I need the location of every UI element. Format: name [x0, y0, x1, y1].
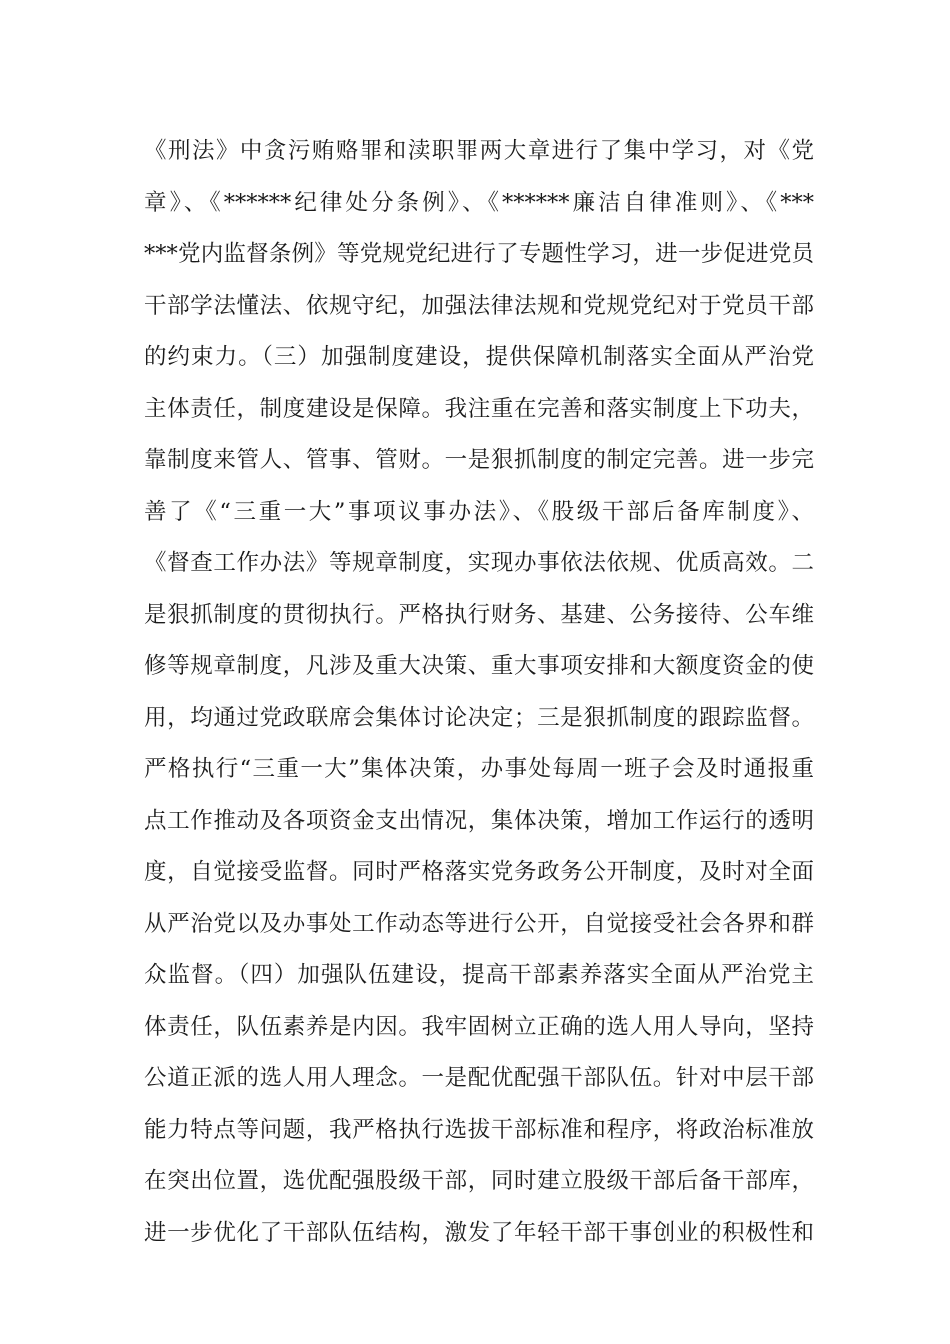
- text-line-21: 在突出位置，选优配强股级干部，同时建立股级干部后备干部库，: [144, 1168, 814, 1194]
- body-text: [144, 126, 814, 1259]
- text-line-12: 用，均通过党政联席会集体讨论决定；三是狠抓制度的跟踪监督。: [144, 704, 814, 731]
- text-line-22: 进一步优化了干部队伍结构，激发了年轻干部干事创业的积极性和: [144, 1219, 814, 1246]
- text-line-4: 干部学法懂法、依规守纪，加强法律法规和党规党纪对于党员干部: [144, 292, 814, 319]
- text-line-6: 主体责任，制度建设是保障。我注重在完善和落实制度上下功夫，: [144, 395, 814, 422]
- text-line-11: 修等规章制度，凡涉及重大决策、重大事项安排和大额度资金的使: [144, 653, 814, 679]
- text-line-8: 善了《“三重一大”事项议事办法》、《股级干部后备库制度》、: [144, 498, 814, 525]
- text-line-20: 能力特点等问题，我严格执行选拔干部标准和程序，将政治标准放: [144, 1116, 814, 1143]
- text-line-3: ***党内监督条例》等党规党纪进行了专题性学习，进一步促进党员: [144, 241, 814, 267]
- text-line-18: 体责任，队伍素养是内因。我牢固树立正确的选人用人导向，坚持: [144, 1013, 814, 1040]
- text-line-16: 从严治党以及办事处工作动态等进行公开，自觉接受社会各界和群: [144, 910, 814, 937]
- text-line-13: 严格执行“三重一大”集体决策，办事处每周一班子会及时通报重: [144, 756, 814, 782]
- text-line-19: 公道正派的选人用人理念。一是配优配强干部队伍。针对中层干部: [144, 1065, 814, 1091]
- text-line-5: 的约束力。（三）加强制度建设，提供保障机制落实全面从严治党: [144, 344, 814, 370]
- text-line-14: 点工作推动及各项资金支出情况，集体决策，增加工作运行的透明: [144, 807, 814, 834]
- text-line-2: 章》、《******纪律处分条例》、《******廉洁自律准则》、《***: [144, 189, 814, 216]
- text-line-10: 是狠抓制度的贯彻执行。严格执行财务、基建、公务接待、公车维: [144, 601, 814, 628]
- text-line-9: 《督查工作办法》等规章制度，实现办事依法依规、优质高效。二: [144, 550, 814, 576]
- text-line-7: 靠制度来管人、管事、管财。一是狠抓制度的制定完善。进一步完: [144, 447, 814, 473]
- text-line-15: 度，自觉接受监督。同时严格落实党务政务公开制度，及时对全面: [144, 859, 814, 885]
- text-line-1: 《刑法》中贪污贿赂罪和渎职罪两大章进行了集中学习，对《党: [144, 138, 814, 164]
- text-line-17: 众监督。（四）加强队伍建设，提高干部素养落实全面从严治党主: [144, 962, 814, 988]
